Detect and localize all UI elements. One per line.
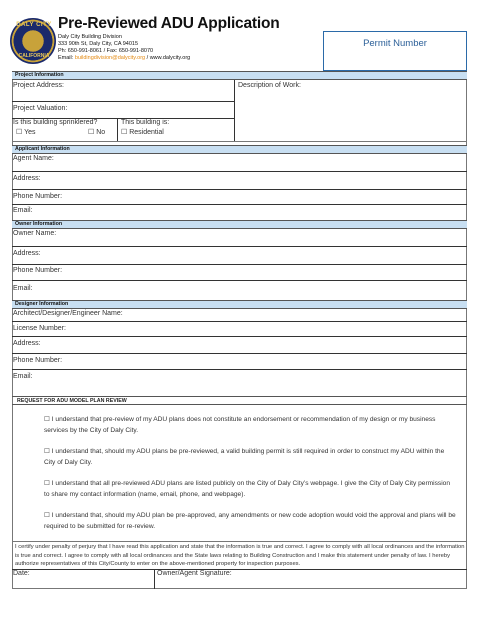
owner-email-field[interactable]: Email:	[13, 285, 33, 292]
license-number-field[interactable]: License Number:	[13, 325, 66, 332]
divider	[12, 171, 467, 172]
designer-name-field[interactable]: Architect/Designer/Engineer Name:	[13, 310, 123, 317]
project-section-heading: Project Information	[12, 71, 467, 80]
building-type-label: This building is:	[121, 119, 170, 126]
divider	[12, 353, 467, 354]
divider	[12, 280, 467, 281]
designer-section-heading: Designer Information	[12, 300, 467, 309]
designer-address-field[interactable]: Address:	[13, 340, 41, 347]
owner-phone-field[interactable]: Phone Number:	[13, 267, 63, 274]
review-section-heading: REQUEST FOR ADU MODEL PLAN REVIEW	[12, 396, 467, 405]
divider	[12, 141, 467, 142]
owner-name-field[interactable]: Owner Name:	[13, 230, 57, 237]
review-item-public-listing[interactable]: ☐ I understand that all pre-reviewed ADU plans are listed publicly on the City of Daly City’s webpage. I give the City of Daly City permission to share my contact information (name, email, phone, and webpage).	[44, 480, 450, 498]
applicant-email-field[interactable]: Email:	[13, 207, 33, 214]
sprinklered-yes-checkbox[interactable]: ☐ Yes	[16, 129, 36, 136]
divider	[12, 321, 467, 322]
email-link[interactable]: buildingdivision@dalycity.org	[74, 55, 146, 61]
designer-email-field[interactable]: Email:	[13, 373, 33, 380]
divider	[117, 118, 118, 141]
website-link[interactable]: / www.dalycity.org	[145, 55, 191, 61]
divider	[12, 569, 467, 570]
residential-checkbox[interactable]: ☐ Residential	[121, 129, 164, 136]
email-prefix: Email:	[58, 55, 75, 61]
owner-section-heading: Owner Information	[12, 220, 467, 229]
signature-field[interactable]: Owner/Agent Signature:	[157, 570, 232, 577]
department-address: 333 90th St, Daly City, CA 94015	[58, 41, 138, 47]
divider	[12, 541, 467, 542]
certification-statement: I certify under penalty of perjury that I have read this application and state that the information is true and correct. I agree to comply with all local ordinances and the information is true and correct. I agree to comply with all local ordinances and the State laws relating to Building Construction and I make this statement under penalty of law. I hereby authorize representatives of this City/County to enter on the above-mentioned property for inspection purposes.	[15, 544, 465, 568]
city-seal-logo	[10, 18, 56, 64]
seal-subtext: CALIFORNIA	[18, 53, 50, 59]
divider	[12, 189, 467, 190]
seal-text: DALY CITY	[16, 22, 52, 28]
divider	[12, 264, 467, 265]
date-field[interactable]: Date:	[13, 570, 30, 577]
review-item-endorsement[interactable]: ☐ I understand that pre-review of my ADU plans does not constitute an endorsement or recommendation of my design or my business services by the City of Daly City.	[44, 416, 436, 434]
divider	[154, 569, 155, 589]
sprinklered-label: Is this building sprinklered?	[13, 119, 98, 126]
page-title: Pre-Reviewed ADU Application	[58, 15, 280, 32]
department-name: Daly City Building Division	[58, 34, 122, 40]
divider	[12, 336, 467, 337]
description-of-work-field[interactable]: Description of Work:	[238, 82, 301, 89]
sprinklered-no-checkbox[interactable]: ☐ No	[88, 129, 106, 136]
permit-number-label: Permit Number	[363, 38, 427, 49]
review-item-amendments[interactable]: ☐ I understand that, should my ADU plan be pre-approved, any amendments or new code adoption would void the approval and plans will be required to be submitted for re-review.	[44, 512, 456, 530]
designer-phone-field[interactable]: Phone Number:	[13, 357, 63, 364]
permit-number-box[interactable]	[323, 31, 467, 71]
project-address-field[interactable]: Project Address:	[13, 82, 64, 89]
department-contact	[58, 55, 190, 61]
applicant-address-field[interactable]: Address:	[13, 175, 41, 182]
divider	[234, 80, 235, 141]
applicant-section-heading: Applicant Information	[12, 145, 467, 154]
divider	[12, 204, 467, 205]
divider	[12, 369, 467, 370]
review-item-permit-required[interactable]: ☐ I understand that, should my ADU plans be pre-reviewed, a valid building permit is still required in order to construct my ADU within the City of Daly City.	[44, 448, 445, 466]
agent-name-field[interactable]: Agent Name:	[13, 155, 54, 162]
divider	[12, 246, 467, 247]
project-valuation-field[interactable]: Project Valuation:	[13, 105, 68, 112]
department-phone: Ph: 650-991-8061 / Fax: 650-991-8070	[58, 48, 154, 54]
owner-address-field[interactable]: Address:	[13, 250, 41, 257]
applicant-phone-field[interactable]: Phone Number:	[13, 193, 63, 200]
divider	[12, 101, 234, 102]
